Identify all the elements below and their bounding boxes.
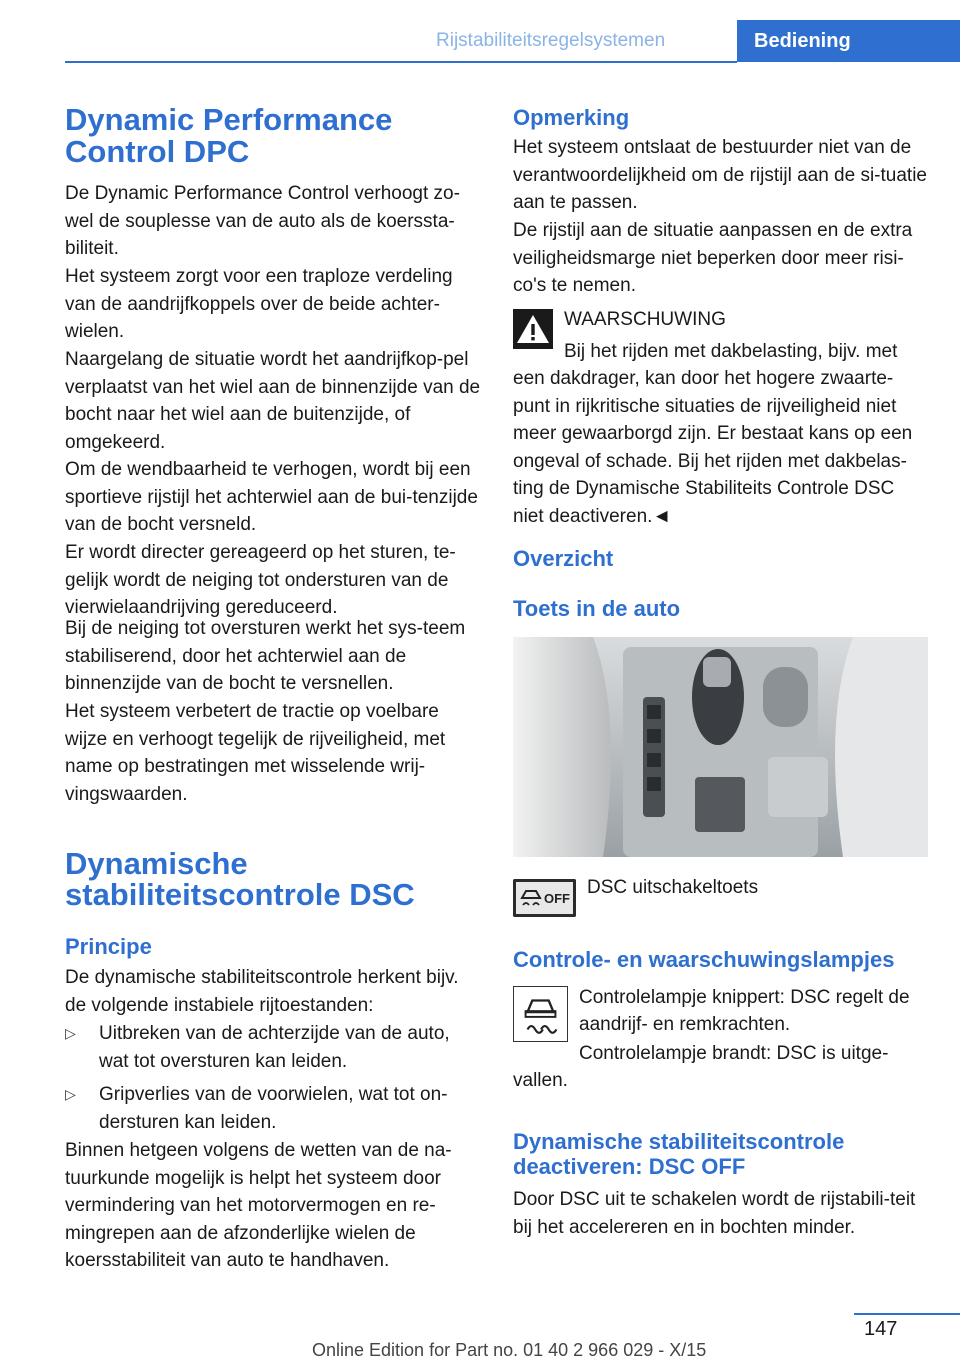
bullet-item xyxy=(65,1020,481,1075)
opmerking-paragraph-1: Het systeem ontslaat de bestuurder niet van de verantwoordelijkheid om de rijstijl aan de si-tuatie aan te passen. xyxy=(513,137,927,213)
dsc-off-button-icon xyxy=(513,879,576,917)
dpc-title-line-2: Control DPC xyxy=(65,134,250,169)
toets-heading: Toets in de auto xyxy=(513,596,681,621)
lamp-2-line-2: vallen. xyxy=(513,1070,568,1091)
deactivate-paragraph: Door DSC uit te schakelen wordt de rijstabili-teit bij het accelereren en in bochten minder. xyxy=(513,1189,916,1238)
page-number: 147 xyxy=(864,1318,898,1340)
lamp-2-line-1: Controlelampje brandt: DSC is uitge- xyxy=(579,1043,889,1064)
running-header-section: Rijstabiliteitsregelsystemen xyxy=(436,30,666,51)
dpc-paragraph-6: Bij de neiging tot oversturen werkt het sys-teem stabiliserend, door het achterwiel aan de binnenzijde van de bocht te versnellen. xyxy=(65,618,466,694)
lamp-1-line-1: Controlelampje knippert: DSC regelt de xyxy=(579,987,910,1008)
dsc-paragraph-2: Binnen hetgeen volgens de wetten van de na-tuurkunde mogelijk is helpt het systeem door vermindering van het motorvermogen en re-mingrepen aan de afzonderlijke wielen de koersstabiliteit van auto te handhaven. xyxy=(65,1140,452,1271)
footer-edition: Online Edition for Part no. 01 40 2 966 029 - X/15 xyxy=(312,1340,707,1360)
bullet-item xyxy=(65,1081,481,1136)
bullet-text: Gripverlies van de voorwielen, wat tot on-dersturen kan leiden. xyxy=(99,1084,448,1133)
deactivate-heading-line-2: deactiveren: DSC OFF xyxy=(513,1154,746,1179)
warning-text: een dakdrager, kan door het hogere zwaarte-punt in rijkritische situaties de rijveiligheid niet meer gewaarborgd zijn. Er bestaat kans op een ongeval of schade. Bij het rijden met dakbelas-ting de Dynamische Stabiliteits Controle DSC niet deactiveren.◄ xyxy=(513,368,913,527)
bullet-triangle-icon: ▷ xyxy=(65,1086,76,1102)
dpc-title-line-1: Dynamic Performance xyxy=(65,102,393,137)
dpc-paragraph-4: Om de wendbaarheid te verhogen, wordt bij een sportieve rijstijl het achterwiel aan de bui-tenzijde van de bocht versneld. xyxy=(65,459,478,535)
opmerking-heading: Opmerking xyxy=(513,105,630,130)
dsc-title-line-1: Dynamische xyxy=(65,846,248,881)
principe-heading: Principe xyxy=(65,934,152,959)
header-rule xyxy=(65,61,737,63)
warning-triangle-icon xyxy=(513,309,553,349)
warning-text-first-line: Bij het rijden met dakbelasting, bijv. met xyxy=(564,341,898,362)
center-console-photo xyxy=(513,637,928,857)
dpc-paragraph-1: De Dynamic Performance Control verhoogt zo-wel de souplesse van de auto als de koerssta-biliteit. xyxy=(65,183,460,259)
overzicht-heading: Overzicht xyxy=(513,546,614,571)
lamp-1-line-2: aandrijf- en remkrachten. xyxy=(579,1014,791,1035)
dpc-paragraph-7: Het systeem verbetert de tractie op voelbare wijze en verhoogt tegelijk de rijveiligheid, met name op bestratingen met wisselende wrij-vingswaarden. xyxy=(65,701,446,805)
running-header-tab: Bediening xyxy=(737,20,960,62)
dsc-warning-lamp-icon xyxy=(513,986,568,1042)
deactivate-heading-line-1: Dynamische stabiliteitscontrole xyxy=(513,1129,845,1154)
dsc-button-caption: DSC uitschakeltoets xyxy=(587,877,759,898)
warning-label: WAARSCHUWING xyxy=(564,309,726,330)
dpc-paragraph-2: Het systeem zorgt voor een traploze verdeling van de aandrijfkoppels over de beide achter-wielen. xyxy=(65,266,453,342)
bullet-triangle-icon: ▷ xyxy=(65,1025,76,1041)
dsc-icon-text: OFF xyxy=(544,891,570,906)
opmerking-paragraph-2: De rijstijl aan de situatie aanpassen en de extra veiligheidsmarge niet beperken door meer risi-co's te nemen. xyxy=(513,220,913,296)
dpc-paragraph-3: Naargelang de situatie wordt het aandrijfkop-pel verplaatst van het wiel aan de binnenzijde van de bocht naar het wiel aan de buitenzijde, of omgekeerd. xyxy=(65,349,481,453)
lamps-heading: Controle- en waarschuwingslampjes xyxy=(513,947,895,972)
dsc-title-line-2: stabiliteitscontrole DSC xyxy=(65,877,415,912)
dpc-paragraph-5: Er wordt directer gereageerd op het sturen, te-gelijk wordt de neiging tot ondersturen van de vierwielaandrijving gereduceerd. xyxy=(65,542,456,618)
dsc-paragraph-1: De dynamische stabiliteitscontrole herkent bijv. de volgende instabiele rijtoestanden: xyxy=(65,967,459,1016)
bullet-text: Uitbreken van de achterzijde van de auto, wat tot oversturen kan leiden. xyxy=(99,1023,450,1072)
footer-rule xyxy=(854,1313,960,1315)
